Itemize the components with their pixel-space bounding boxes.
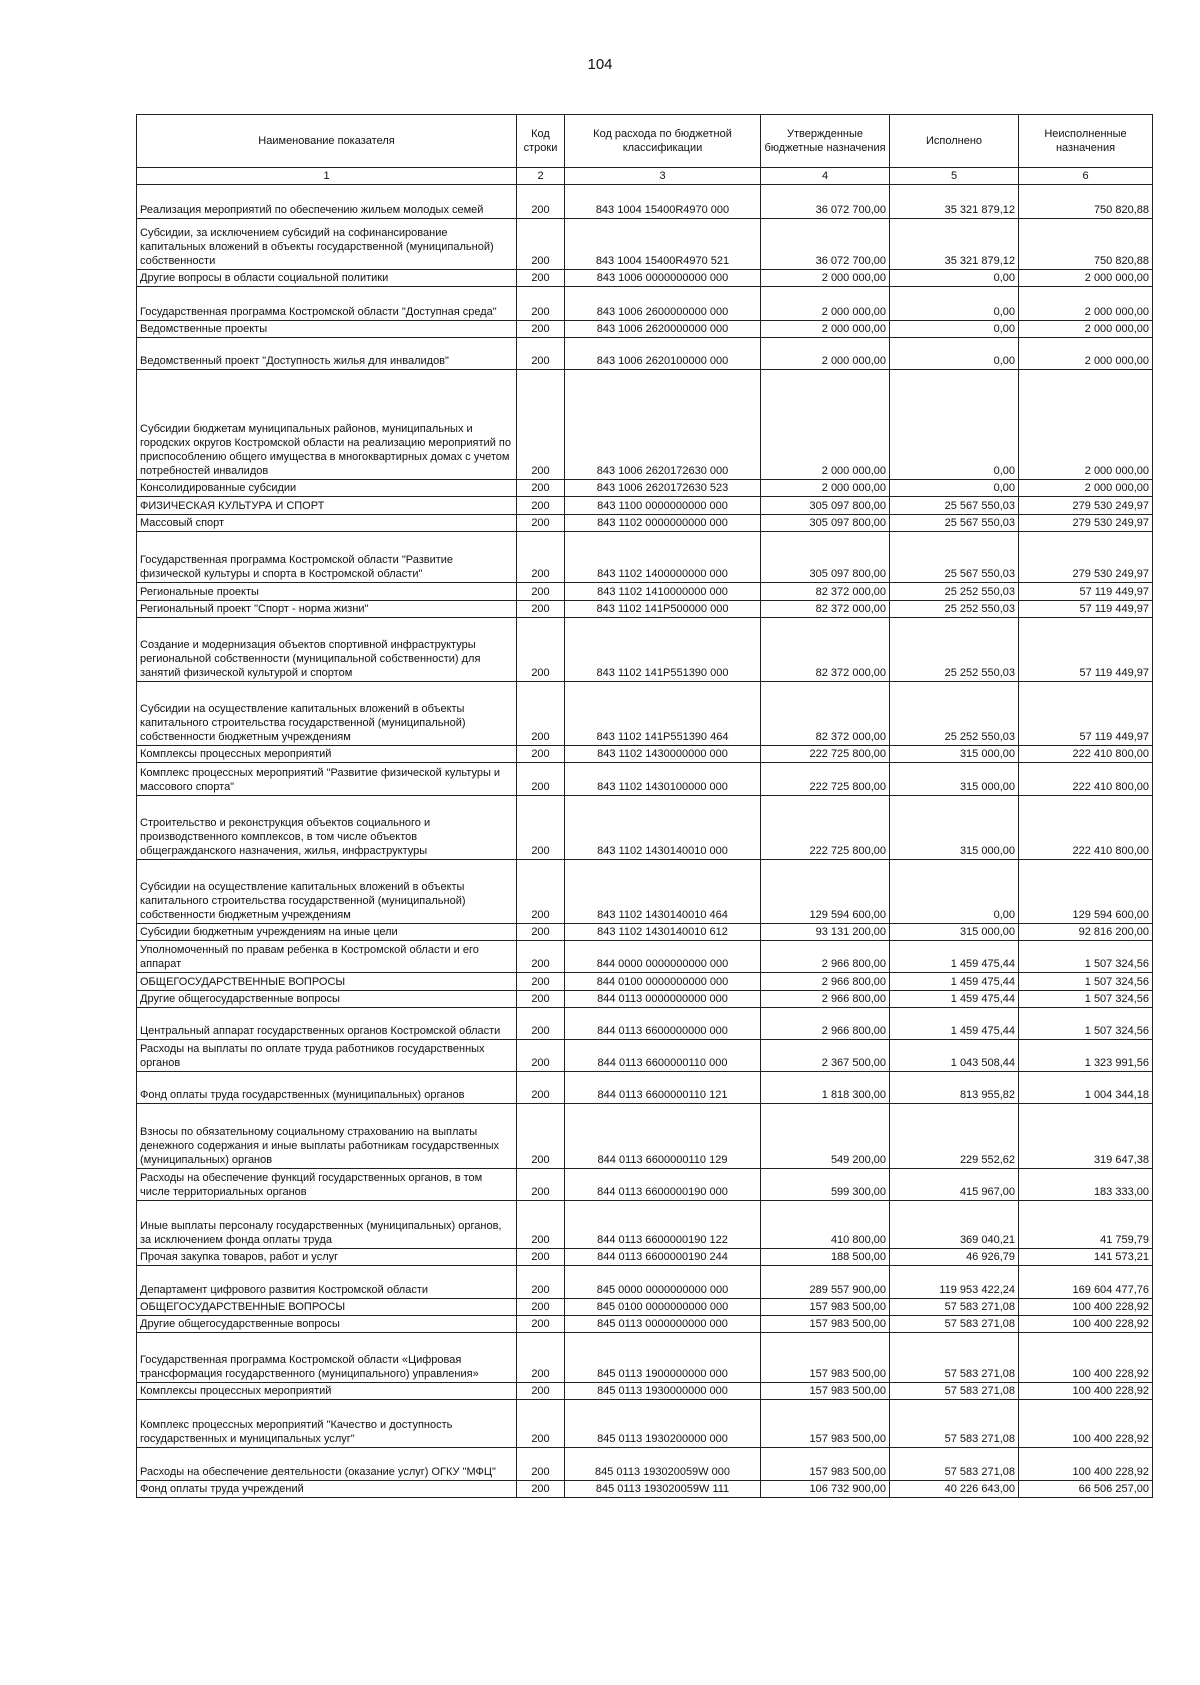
row-executed: 229 552,62 xyxy=(890,1104,1019,1169)
row-classification-code: 843 1102 1430140010 612 xyxy=(565,924,761,941)
table-row xyxy=(137,1299,1153,1316)
row-approved: 2 367 500,00 xyxy=(761,1040,890,1072)
table-row xyxy=(137,1249,1153,1266)
row-classification-code: 844 0000 0000000000 000 xyxy=(565,941,761,973)
row-unexecuted: 279 530 249,97 xyxy=(1019,497,1153,515)
row-unexecuted: 750 820,88 xyxy=(1019,219,1153,270)
row-classification-code: 844 0100 0000000000 000 xyxy=(565,973,761,991)
row-name: Региональный проект "Спорт - норма жизни" xyxy=(137,601,517,618)
row-unexecuted: 319 647,38 xyxy=(1019,1104,1153,1169)
row-name: Фонд оплаты труда государственных (муниципальных) органов xyxy=(137,1072,517,1104)
row-executed: 57 583 271,08 xyxy=(890,1333,1019,1383)
table-row xyxy=(137,1201,1153,1249)
row-code: 200 xyxy=(517,1249,565,1266)
row-executed: 369 040,21 xyxy=(890,1201,1019,1249)
row-approved: 2 966 800,00 xyxy=(761,941,890,973)
row-executed: 25 252 550,03 xyxy=(890,682,1019,746)
row-approved: 410 800,00 xyxy=(761,1201,890,1249)
row-approved: 93 131 200,00 xyxy=(761,924,890,941)
row-executed: 57 583 271,08 xyxy=(890,1400,1019,1448)
row-name: Фонд оплаты труда учреждений xyxy=(137,1481,517,1498)
table-row xyxy=(137,583,1153,601)
table-row xyxy=(137,1400,1153,1448)
row-approved: 157 983 500,00 xyxy=(761,1333,890,1383)
row-approved: 157 983 500,00 xyxy=(761,1316,890,1333)
row-unexecuted: 183 333,00 xyxy=(1019,1169,1153,1201)
row-code: 200 xyxy=(517,1299,565,1316)
header-executed: Исполнено xyxy=(890,115,1019,168)
row-unexecuted: 100 400 228,92 xyxy=(1019,1448,1153,1481)
row-unexecuted: 57 119 449,97 xyxy=(1019,601,1153,618)
row-unexecuted: 92 816 200,00 xyxy=(1019,924,1153,941)
row-approved: 157 983 500,00 xyxy=(761,1400,890,1448)
row-executed: 119 953 422,24 xyxy=(890,1266,1019,1299)
row-code: 200 xyxy=(517,1104,565,1169)
column-number-row xyxy=(137,168,1153,185)
row-code: 200 xyxy=(517,1266,565,1299)
table-row xyxy=(137,480,1153,497)
row-unexecuted: 279 530 249,97 xyxy=(1019,515,1153,532)
row-classification-code: 843 1102 141P551390 000 xyxy=(565,618,761,682)
column-number: 1 xyxy=(137,168,517,185)
row-code: 200 xyxy=(517,991,565,1008)
row-code: 200 xyxy=(517,321,565,338)
row-code: 200 xyxy=(517,497,565,515)
row-classification-code: 843 1006 2620100000 000 xyxy=(565,338,761,370)
table-row xyxy=(137,270,1153,287)
table-row xyxy=(137,991,1153,1008)
table-row xyxy=(137,860,1153,924)
row-name: Центральный аппарат государственных органов Костромской области xyxy=(137,1008,517,1040)
row-executed: 1 459 475,44 xyxy=(890,973,1019,991)
row-unexecuted: 57 119 449,97 xyxy=(1019,682,1153,746)
table-row xyxy=(137,618,1153,682)
row-approved: 2 000 000,00 xyxy=(761,480,890,497)
row-code: 200 xyxy=(517,1169,565,1201)
table-row xyxy=(137,1072,1153,1104)
row-unexecuted: 222 410 800,00 xyxy=(1019,796,1153,860)
table-row xyxy=(137,1383,1153,1400)
row-name: Комплекс процессных мероприятий "Развитие физической культуры и массового спорта" xyxy=(137,763,517,796)
row-name: Строительство и реконструкция объектов социального и производственного комплексов, в том числе объектов общегражданского назначения, жилья, инфраструктуры xyxy=(137,796,517,860)
table-row xyxy=(137,763,1153,796)
row-code: 200 xyxy=(517,219,565,270)
column-number: 2 xyxy=(517,168,565,185)
table-row xyxy=(137,321,1153,338)
table-row xyxy=(137,1481,1153,1498)
row-unexecuted: 1 507 324,56 xyxy=(1019,991,1153,1008)
table-header-row xyxy=(137,115,1153,168)
row-classification-code: 843 1102 1400000000 000 xyxy=(565,532,761,583)
row-approved: 157 983 500,00 xyxy=(761,1383,890,1400)
row-name: Комплекс процессных мероприятий "Качество и доступность государственных и муниципальных услуг" xyxy=(137,1400,517,1448)
row-unexecuted: 750 820,88 xyxy=(1019,185,1153,219)
row-unexecuted: 2 000 000,00 xyxy=(1019,480,1153,497)
row-classification-code: 843 1004 15400R4970 521 xyxy=(565,219,761,270)
row-approved: 188 500,00 xyxy=(761,1249,890,1266)
row-classification-code: 843 1100 0000000000 000 xyxy=(565,497,761,515)
row-approved: 82 372 000,00 xyxy=(761,682,890,746)
row-approved: 222 725 800,00 xyxy=(761,796,890,860)
table-row xyxy=(137,1448,1153,1481)
row-classification-code: 844 0113 6600000000 000 xyxy=(565,1008,761,1040)
table-row xyxy=(137,1266,1153,1299)
row-executed: 1 459 475,44 xyxy=(890,1008,1019,1040)
budget-execution-table xyxy=(136,114,1153,1498)
row-code: 200 xyxy=(517,515,565,532)
row-approved: 222 725 800,00 xyxy=(761,746,890,763)
row-name: Государственная программа Костромской области «Цифровая трансформация государственного (муниципального) управления» xyxy=(137,1333,517,1383)
page-number: 104 xyxy=(587,56,613,73)
row-unexecuted: 2 000 000,00 xyxy=(1019,321,1153,338)
row-executed: 0,00 xyxy=(890,480,1019,497)
row-classification-code: 843 1006 0000000000 000 xyxy=(565,270,761,287)
row-name: ОБЩЕГОСУДАРСТВЕННЫЕ ВОПРОСЫ xyxy=(137,1299,517,1316)
column-number: 5 xyxy=(890,168,1019,185)
row-name: Консолидированные субсидии xyxy=(137,480,517,497)
row-code: 200 xyxy=(517,1316,565,1333)
table-row xyxy=(137,1316,1153,1333)
row-name: Субсидии на осуществление капитальных вложений в объекты капитального строительства государственной (муниципальной) собственности бюджетным учреждениям xyxy=(137,682,517,746)
row-name: ФИЗИЧЕСКАЯ КУЛЬТУРА И СПОРТ xyxy=(137,497,517,515)
row-approved: 36 072 700,00 xyxy=(761,219,890,270)
row-name: Субсидии на осуществление капитальных вложений в объекты капитального строительства государственной (муниципальной) собственности бюджетным учреждениям xyxy=(137,860,517,924)
row-executed: 1 459 475,44 xyxy=(890,941,1019,973)
row-executed: 40 226 643,00 xyxy=(890,1481,1019,1498)
row-classification-code: 845 0113 1930200000 000 xyxy=(565,1400,761,1448)
row-unexecuted: 1 507 324,56 xyxy=(1019,1008,1153,1040)
row-approved: 82 372 000,00 xyxy=(761,583,890,601)
row-approved: 305 097 800,00 xyxy=(761,532,890,583)
row-classification-code: 843 1006 2620172630 523 xyxy=(565,480,761,497)
row-approved: 82 372 000,00 xyxy=(761,618,890,682)
table-row xyxy=(137,1008,1153,1040)
row-name: Расходы на обеспечение функций государственных органов, в том числе территориальных органов xyxy=(137,1169,517,1201)
row-unexecuted: 100 400 228,92 xyxy=(1019,1383,1153,1400)
row-name: ОБЩЕГОСУДАРСТВЕННЫЕ ВОПРОСЫ xyxy=(137,973,517,991)
row-name: Другие общегосударственные вопросы xyxy=(137,991,517,1008)
row-unexecuted: 169 604 477,76 xyxy=(1019,1266,1153,1299)
table-row xyxy=(137,1040,1153,1072)
row-code: 200 xyxy=(517,1333,565,1383)
row-classification-code: 845 0000 0000000000 000 xyxy=(565,1266,761,1299)
row-executed: 25 252 550,03 xyxy=(890,618,1019,682)
column-number: 6 xyxy=(1019,168,1153,185)
row-name: Комплексы процессных мероприятий xyxy=(137,746,517,763)
row-name: Прочая закупка товаров, работ и услуг xyxy=(137,1249,517,1266)
row-classification-code: 844 0113 6600000190 122 xyxy=(565,1201,761,1249)
row-unexecuted: 129 594 600,00 xyxy=(1019,860,1153,924)
row-classification-code: 845 0113 0000000000 000 xyxy=(565,1316,761,1333)
row-classification-code: 843 1006 2620000000 000 xyxy=(565,321,761,338)
row-approved: 129 594 600,00 xyxy=(761,860,890,924)
row-code: 200 xyxy=(517,583,565,601)
column-number: 3 xyxy=(565,168,761,185)
row-code: 200 xyxy=(517,532,565,583)
row-approved: 2 966 800,00 xyxy=(761,991,890,1008)
row-code: 200 xyxy=(517,1481,565,1498)
row-executed: 25 567 550,03 xyxy=(890,515,1019,532)
row-name: Реализация мероприятий по обеспечению жильем молодых семей xyxy=(137,185,517,219)
table-row xyxy=(137,973,1153,991)
row-name: Субсидии, за исключением субсидий на софинансирование капитальных вложений в объекты государственной (муниципальной) собственности xyxy=(137,219,517,270)
row-unexecuted: 57 119 449,97 xyxy=(1019,618,1153,682)
row-name: Расходы на выплаты по оплате труда работников государственных органов xyxy=(137,1040,517,1072)
row-unexecuted: 41 759,79 xyxy=(1019,1201,1153,1249)
row-unexecuted: 222 410 800,00 xyxy=(1019,763,1153,796)
table-row xyxy=(137,185,1153,219)
row-executed: 57 583 271,08 xyxy=(890,1316,1019,1333)
row-executed: 35 321 879,12 xyxy=(890,219,1019,270)
row-name: Иные выплаты персоналу государственных (муниципальных) органов, за исключением фонда оплаты труда xyxy=(137,1201,517,1249)
row-unexecuted: 2 000 000,00 xyxy=(1019,287,1153,321)
row-executed: 1 043 508,44 xyxy=(890,1040,1019,1072)
row-code: 200 xyxy=(517,1040,565,1072)
row-executed: 415 967,00 xyxy=(890,1169,1019,1201)
row-code: 200 xyxy=(517,287,565,321)
header-code: Код строки xyxy=(517,115,565,168)
row-executed: 315 000,00 xyxy=(890,763,1019,796)
row-name: Массовый спорт xyxy=(137,515,517,532)
row-name: Государственная программа Костромской области "Развитие физической культуры и спорта в Костромской области" xyxy=(137,532,517,583)
row-approved: 599 300,00 xyxy=(761,1169,890,1201)
row-unexecuted: 279 530 249,97 xyxy=(1019,532,1153,583)
row-unexecuted: 2 000 000,00 xyxy=(1019,270,1153,287)
row-approved: 106 732 900,00 xyxy=(761,1481,890,1498)
row-executed: 0,00 xyxy=(890,287,1019,321)
row-classification-code: 845 0113 1900000000 000 xyxy=(565,1333,761,1383)
row-approved: 82 372 000,00 xyxy=(761,601,890,618)
row-code: 200 xyxy=(517,618,565,682)
row-code: 200 xyxy=(517,185,565,219)
row-executed: 315 000,00 xyxy=(890,924,1019,941)
row-code: 200 xyxy=(517,338,565,370)
row-name: Государственная программа Костромской области "Доступная среда" xyxy=(137,287,517,321)
table-body xyxy=(137,185,1153,1498)
table-row xyxy=(137,515,1153,532)
row-code: 200 xyxy=(517,1201,565,1249)
row-classification-code: 844 0113 6600000190 244 xyxy=(565,1249,761,1266)
row-name: Субсидии бюджетным учреждениям на иные цели xyxy=(137,924,517,941)
row-name: Региональные проекты xyxy=(137,583,517,601)
header-classification: Код расхода по бюджетной классификации xyxy=(565,115,761,168)
row-approved: 2 966 800,00 xyxy=(761,1008,890,1040)
table-row xyxy=(137,1104,1153,1169)
row-classification-code: 844 0113 6600000190 000 xyxy=(565,1169,761,1201)
row-unexecuted: 2 000 000,00 xyxy=(1019,370,1153,480)
row-approved: 305 097 800,00 xyxy=(761,515,890,532)
row-code: 200 xyxy=(517,860,565,924)
row-classification-code: 843 1102 1430100000 000 xyxy=(565,763,761,796)
row-executed: 25 252 550,03 xyxy=(890,583,1019,601)
row-name: Ведомственный проект "Доступность жилья для инвалидов" xyxy=(137,338,517,370)
row-approved: 2 000 000,00 xyxy=(761,270,890,287)
column-number: 4 xyxy=(761,168,890,185)
row-approved: 157 983 500,00 xyxy=(761,1448,890,1481)
row-unexecuted: 222 410 800,00 xyxy=(1019,746,1153,763)
header-unexecuted: Неисполненные назначения xyxy=(1019,115,1153,168)
row-classification-code: 845 0113 1930000000 000 xyxy=(565,1383,761,1400)
row-executed: 813 955,82 xyxy=(890,1072,1019,1104)
table-row xyxy=(137,1169,1153,1201)
row-approved: 289 557 900,00 xyxy=(761,1266,890,1299)
row-executed: 25 567 550,03 xyxy=(890,497,1019,515)
row-classification-code: 844 0113 0000000000 000 xyxy=(565,991,761,1008)
row-executed: 0,00 xyxy=(890,860,1019,924)
row-code: 200 xyxy=(517,746,565,763)
row-classification-code: 843 1102 0000000000 000 xyxy=(565,515,761,532)
row-approved: 2 000 000,00 xyxy=(761,287,890,321)
table-row xyxy=(137,746,1153,763)
row-classification-code: 843 1102 141P551390 464 xyxy=(565,682,761,746)
row-name: Уполномоченный по правам ребенка в Костромской области и его аппарат xyxy=(137,941,517,973)
row-code: 200 xyxy=(517,1400,565,1448)
row-classification-code: 845 0100 0000000000 000 xyxy=(565,1299,761,1316)
row-unexecuted: 1 323 991,56 xyxy=(1019,1040,1153,1072)
header-approved: Утвержденные бюджетные назначения xyxy=(761,115,890,168)
row-classification-code: 843 1102 1410000000 000 xyxy=(565,583,761,601)
row-code: 200 xyxy=(517,1448,565,1481)
row-classification-code: 843 1102 141P500000 000 xyxy=(565,601,761,618)
row-approved: 157 983 500,00 xyxy=(761,1299,890,1316)
row-unexecuted: 57 119 449,97 xyxy=(1019,583,1153,601)
row-code: 200 xyxy=(517,1008,565,1040)
table-row xyxy=(137,941,1153,973)
row-unexecuted: 100 400 228,92 xyxy=(1019,1400,1153,1448)
row-unexecuted: 100 400 228,92 xyxy=(1019,1299,1153,1316)
row-code: 200 xyxy=(517,941,565,973)
table-row xyxy=(137,338,1153,370)
row-name: Ведомственные проекты xyxy=(137,321,517,338)
row-name: Субсидии бюджетам муниципальных районов, муниципальных и городских округов Костромской области на реализацию мероприятий по приспособлению общего имущества в многоквартирных домах с учетом потребностей инвалидов xyxy=(137,370,517,480)
row-code: 200 xyxy=(517,601,565,618)
row-executed: 1 459 475,44 xyxy=(890,991,1019,1008)
row-approved: 1 818 300,00 xyxy=(761,1072,890,1104)
row-code: 200 xyxy=(517,1383,565,1400)
table-row xyxy=(137,682,1153,746)
row-executed: 0,00 xyxy=(890,338,1019,370)
table-row xyxy=(137,532,1153,583)
table-row xyxy=(137,287,1153,321)
row-approved: 222 725 800,00 xyxy=(761,763,890,796)
row-executed: 315 000,00 xyxy=(890,746,1019,763)
table-row xyxy=(137,796,1153,860)
row-unexecuted: 1 507 324,56 xyxy=(1019,973,1153,991)
row-approved: 549 200,00 xyxy=(761,1104,890,1169)
row-name: Взносы по обязательному социальному страхованию на выплаты денежного содержания и иные выплаты работникам государственных (муниципальных) органов xyxy=(137,1104,517,1169)
row-code: 200 xyxy=(517,763,565,796)
row-classification-code: 844 0113 6600000110 000 xyxy=(565,1040,761,1072)
row-approved: 305 097 800,00 xyxy=(761,497,890,515)
row-name: Другие общегосударственные вопросы xyxy=(137,1316,517,1333)
header-name: Наименование показателя xyxy=(137,115,517,168)
row-classification-code: 843 1006 2620172630 000 xyxy=(565,370,761,480)
row-name: Департамент цифрового развития Костромской области xyxy=(137,1266,517,1299)
row-name: Создание и модернизация объектов спортивной инфраструктуры региональной собственности (муниципальной собственности) для занятий физической культурой и спортом xyxy=(137,618,517,682)
row-executed: 57 583 271,08 xyxy=(890,1448,1019,1481)
row-classification-code: 843 1102 1430000000 000 xyxy=(565,746,761,763)
row-classification-code: 843 1004 15400R4970 000 xyxy=(565,185,761,219)
row-approved: 2 966 800,00 xyxy=(761,973,890,991)
table-row xyxy=(137,924,1153,941)
table-row xyxy=(137,497,1153,515)
row-code: 200 xyxy=(517,270,565,287)
row-code: 200 xyxy=(517,796,565,860)
row-unexecuted: 66 506 257,00 xyxy=(1019,1481,1153,1498)
row-unexecuted: 100 400 228,92 xyxy=(1019,1316,1153,1333)
row-executed: 25 252 550,03 xyxy=(890,601,1019,618)
row-executed: 35 321 879,12 xyxy=(890,185,1019,219)
table-row xyxy=(137,370,1153,480)
row-name: Другие вопросы в области социальной политики xyxy=(137,270,517,287)
row-unexecuted: 1 004 344,18 xyxy=(1019,1072,1153,1104)
table-row xyxy=(137,1333,1153,1383)
row-executed: 57 583 271,08 xyxy=(890,1383,1019,1400)
row-code: 200 xyxy=(517,682,565,746)
row-executed: 25 567 550,03 xyxy=(890,532,1019,583)
table-row xyxy=(137,601,1153,618)
row-unexecuted: 1 507 324,56 xyxy=(1019,941,1153,973)
row-executed: 0,00 xyxy=(890,270,1019,287)
row-executed: 315 000,00 xyxy=(890,796,1019,860)
row-approved: 36 072 700,00 xyxy=(761,185,890,219)
row-unexecuted: 2 000 000,00 xyxy=(1019,338,1153,370)
row-approved: 2 000 000,00 xyxy=(761,321,890,338)
row-classification-code: 844 0113 6600000110 129 xyxy=(565,1104,761,1169)
row-executed: 57 583 271,08 xyxy=(890,1299,1019,1316)
row-code: 200 xyxy=(517,924,565,941)
row-approved: 2 000 000,00 xyxy=(761,338,890,370)
row-classification-code: 844 0113 6600000110 121 xyxy=(565,1072,761,1104)
row-classification-code: 843 1102 1430140010 000 xyxy=(565,796,761,860)
row-name: Комплексы процессных мероприятий xyxy=(137,1383,517,1400)
row-classification-code: 843 1102 1430140010 464 xyxy=(565,860,761,924)
row-code: 200 xyxy=(517,1072,565,1104)
row-name: Расходы на обеспечение деятельности (оказание услуг) ОГКУ "МФЦ" xyxy=(137,1448,517,1481)
row-approved: 2 000 000,00 xyxy=(761,370,890,480)
row-executed: 0,00 xyxy=(890,370,1019,480)
row-classification-code: 843 1006 2600000000 000 xyxy=(565,287,761,321)
row-unexecuted: 141 573,21 xyxy=(1019,1249,1153,1266)
row-executed: 0,00 xyxy=(890,321,1019,338)
row-executed: 46 926,79 xyxy=(890,1249,1019,1266)
row-code: 200 xyxy=(517,370,565,480)
row-classification-code: 845 0113 193020059W 111 xyxy=(565,1481,761,1498)
row-classification-code: 845 0113 193020059W 000 xyxy=(565,1448,761,1481)
row-code: 200 xyxy=(517,480,565,497)
row-code: 200 xyxy=(517,973,565,991)
row-unexecuted: 100 400 228,92 xyxy=(1019,1333,1153,1383)
table-row xyxy=(137,219,1153,270)
